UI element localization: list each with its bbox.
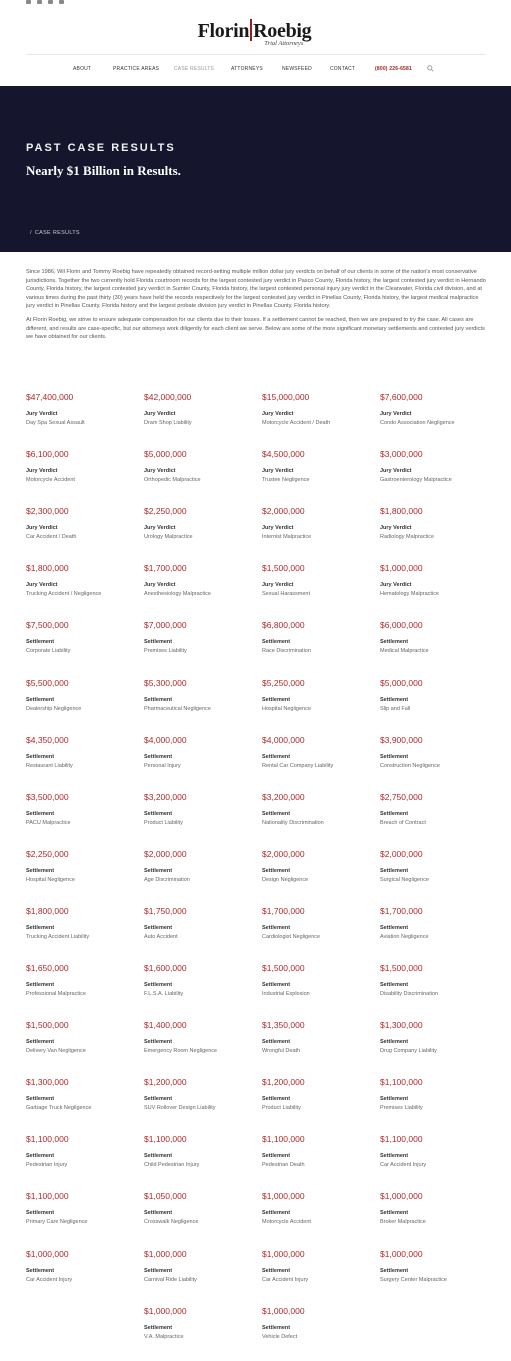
result-amount: $1,100,000 bbox=[26, 1134, 69, 1145]
result-amount: $1,000,000 bbox=[26, 1248, 69, 1259]
result-type: Settlement bbox=[262, 639, 291, 646]
result-amount: $1,800,000 bbox=[26, 905, 69, 916]
result-type: Settlement bbox=[26, 810, 55, 817]
twitter-icon[interactable] bbox=[37, 0, 42, 4]
result-type: Jury Verdict bbox=[380, 525, 412, 532]
result-description: Hospital Negligence bbox=[262, 705, 311, 712]
result-amount: $1,100,000 bbox=[26, 1191, 69, 1202]
result-description: Car Accident / Death bbox=[26, 534, 77, 541]
result-description: Trucking Accident / Negligence bbox=[26, 591, 102, 598]
result-amount: $3,000,000 bbox=[380, 449, 423, 460]
result-type: Settlement bbox=[144, 1096, 173, 1103]
nav-newsfeed[interactable]: NEWSFEED bbox=[282, 66, 312, 72]
result-type: Settlement bbox=[144, 696, 173, 703]
result-type: Settlement bbox=[144, 867, 173, 874]
result-type: Settlement bbox=[144, 1324, 173, 1331]
result-amount: $5,000,000 bbox=[380, 677, 423, 688]
result-amount: $3,900,000 bbox=[380, 734, 423, 745]
linkedin-icon[interactable] bbox=[48, 0, 53, 4]
result-type: Settlement bbox=[262, 810, 291, 817]
result-amount: $1,000,000 bbox=[380, 563, 423, 574]
result-type: Settlement bbox=[26, 867, 55, 874]
result-type: Settlement bbox=[144, 1039, 173, 1046]
nav-about[interactable]: ABOUT bbox=[73, 66, 92, 72]
breadcrumb-separator-icon: / bbox=[30, 230, 32, 236]
result-description: Gastroenterology Malpractice bbox=[380, 477, 452, 484]
result-amount: $6,100,000 bbox=[26, 449, 69, 460]
result-type: Jury Verdict bbox=[262, 468, 294, 475]
result-type: Settlement bbox=[380, 924, 409, 931]
result-amount: $2,250,000 bbox=[26, 848, 69, 859]
case-result-item bbox=[144, 1249, 254, 1299]
result-description: Pharmaceutical Negligence bbox=[144, 705, 211, 712]
case-result-item bbox=[380, 678, 490, 728]
case-result-item bbox=[262, 1134, 372, 1184]
logo-tagline: Trial Attorneys bbox=[264, 40, 304, 47]
result-amount: $1,100,000 bbox=[144, 1134, 187, 1145]
result-type: Settlement bbox=[262, 867, 291, 874]
case-result-item bbox=[144, 1020, 254, 1070]
result-type: Jury Verdict bbox=[26, 525, 58, 532]
intro-text bbox=[26, 268, 488, 347]
case-result-item bbox=[144, 506, 254, 556]
result-amount: $2,750,000 bbox=[380, 791, 423, 802]
result-amount: $2,000,000 bbox=[262, 848, 305, 859]
result-description: Hospital Negligence bbox=[26, 876, 75, 883]
result-type: Settlement bbox=[144, 1153, 173, 1160]
case-result-item bbox=[262, 1077, 372, 1127]
case-result-item bbox=[380, 963, 490, 1013]
case-result-item bbox=[262, 849, 372, 899]
logo-name-left: Florin bbox=[197, 20, 250, 42]
result-type: Settlement bbox=[26, 1210, 55, 1217]
result-amount: $1,000,000 bbox=[380, 1191, 423, 1202]
result-description: Primary Care Negligence bbox=[26, 1219, 88, 1226]
result-description: Car Accident Injury bbox=[26, 1276, 73, 1283]
result-amount: $1,200,000 bbox=[144, 1077, 187, 1088]
result-description: Emergency Room Negligence bbox=[144, 1048, 218, 1055]
case-result-item bbox=[144, 1306, 254, 1356]
case-result-item bbox=[26, 392, 136, 442]
result-description: Design Negligence bbox=[262, 876, 309, 883]
page-title: PAST CASE RESULTS bbox=[26, 142, 176, 154]
result-type: Settlement bbox=[380, 1210, 409, 1217]
result-description: Dealership Negligence bbox=[26, 705, 82, 712]
case-result-item bbox=[380, 1191, 490, 1241]
result-amount: $1,400,000 bbox=[144, 1020, 187, 1031]
result-amount: $3,200,000 bbox=[262, 791, 305, 802]
case-result-item bbox=[26, 1249, 136, 1299]
case-result-item bbox=[380, 849, 490, 899]
case-result-item bbox=[144, 792, 254, 842]
case-result-item bbox=[144, 563, 254, 613]
case-result-item bbox=[26, 563, 136, 613]
result-description: Aviation Negligence bbox=[380, 933, 429, 940]
case-result-item bbox=[144, 735, 254, 785]
result-type: Settlement bbox=[262, 1267, 291, 1274]
case-result-item bbox=[380, 1077, 490, 1127]
result-amount: $1,500,000 bbox=[380, 963, 423, 973]
social-links bbox=[26, 0, 64, 6]
case-result-item bbox=[262, 449, 372, 499]
case-result-item bbox=[144, 392, 254, 442]
nav-case-results[interactable]: CASE RESULTS bbox=[174, 66, 215, 72]
result-amount: $7,000,000 bbox=[144, 620, 187, 631]
result-type: Jury Verdict bbox=[26, 468, 58, 475]
result-type: Settlement bbox=[26, 639, 55, 646]
result-type: Settlement bbox=[262, 1096, 291, 1103]
nav-practice-areas[interactable]: PRACTICE AREAS bbox=[113, 66, 160, 72]
result-amount: $4,350,000 bbox=[26, 734, 69, 745]
result-type: Settlement bbox=[380, 982, 409, 988]
result-type: Settlement bbox=[262, 696, 291, 703]
result-amount: $1,000,000 bbox=[380, 1248, 423, 1259]
result-type: Settlement bbox=[380, 1267, 409, 1274]
result-description: Professional Malpractice bbox=[26, 991, 86, 997]
result-type: Settlement bbox=[26, 753, 55, 760]
result-description: Vehicle Defect bbox=[262, 1333, 298, 1340]
result-type: Settlement bbox=[26, 1267, 55, 1274]
result-description: Cardiologist Negligence bbox=[262, 933, 321, 940]
result-description: Auto Accident bbox=[144, 933, 178, 940]
result-description: Motorcycle Accident bbox=[26, 477, 75, 484]
search-icon[interactable] bbox=[427, 65, 434, 72]
result-amount: $2,300,000 bbox=[26, 506, 69, 517]
result-type: Settlement bbox=[380, 867, 409, 874]
case-result-item bbox=[262, 906, 372, 956]
result-description: Disability Discrimination bbox=[380, 991, 439, 997]
result-description: F.L.S.A. Liability bbox=[144, 991, 184, 997]
result-type: Jury Verdict bbox=[262, 582, 294, 589]
intro-paragraph-1: Since 1986, Wil Florin and Tommy Roebig have repeatedly obtained record-setting multiple million dollar jury verdicts on behalf of our clients in some of the nation's most conservative jurisdictions. Together the two currently hold Florida courtroom records for the largest contested jury verdict in Pasco County, Florida history, the largest contested jury verdict in Hernando County, Florida history, the largest contested jury verdict in Sumter County, Florida history, the largest contested personal injury jury verdict in the Clearwater, Florida civil division, and at various times during the past thirty (30) years have held the records respectively for the largest contested jury verdict in Pinellas County, Florida history, the largest medical malpractice jury verdict in Pinellas County, Florida history and the largest probate division jury verdict in Pinellas County, Florida history. bbox=[26, 269, 486, 310]
logo-divider bbox=[250, 19, 252, 41]
result-description: Product Liability bbox=[262, 1105, 301, 1112]
result-description: Hematology Malpractice bbox=[380, 591, 439, 598]
result-amount: $1,100,000 bbox=[380, 1077, 423, 1088]
result-description: Rental Car Company Liability bbox=[262, 762, 334, 769]
case-result-item bbox=[380, 1020, 490, 1070]
result-type: Settlement bbox=[380, 1153, 409, 1160]
instagram-icon[interactable] bbox=[59, 0, 64, 4]
result-type: Settlement bbox=[26, 696, 55, 703]
result-type: Settlement bbox=[26, 1039, 55, 1046]
result-amount: $1,000,000 bbox=[144, 1305, 187, 1316]
case-result-item bbox=[380, 1134, 490, 1184]
case-result-item bbox=[26, 735, 136, 785]
case-result-item bbox=[380, 563, 490, 613]
result-amount: $1,000,000 bbox=[262, 1305, 305, 1316]
result-amount: $1,500,000 bbox=[262, 563, 305, 574]
result-description: Premises Liability bbox=[144, 648, 187, 655]
result-type: Settlement bbox=[380, 810, 409, 817]
result-amount: $1,300,000 bbox=[26, 1077, 69, 1088]
result-type: Settlement bbox=[380, 1096, 409, 1103]
result-amount: $5,300,000 bbox=[144, 677, 187, 688]
result-amount: $6,800,000 bbox=[262, 620, 305, 631]
nav-phone[interactable]: (800) 226-6581 bbox=[375, 66, 412, 72]
result-description: Broker Malpractice bbox=[380, 1219, 426, 1226]
result-amount: $2,000,000 bbox=[262, 506, 305, 517]
result-type: Jury Verdict bbox=[380, 411, 412, 417]
result-type: Jury Verdict bbox=[262, 525, 294, 532]
case-result-item bbox=[26, 1020, 136, 1070]
case-result-item bbox=[26, 449, 136, 499]
result-description: Wrongful Death bbox=[262, 1048, 301, 1055]
case-result-item bbox=[262, 963, 372, 1013]
result-amount: $2,000,000 bbox=[380, 848, 423, 859]
result-description: Internist Malpractice bbox=[262, 534, 312, 541]
result-description: Motorcycle Accident bbox=[262, 1219, 311, 1226]
result-type: Jury Verdict bbox=[262, 411, 294, 417]
result-description: Breach of Contract bbox=[380, 819, 426, 826]
result-type: Settlement bbox=[262, 982, 291, 988]
result-description: Personal Injury bbox=[144, 762, 181, 769]
result-type: Settlement bbox=[144, 924, 173, 931]
result-description: Child Pedestrian Injury bbox=[144, 1162, 200, 1169]
result-description: Product Liability bbox=[144, 819, 183, 826]
case-result-item bbox=[262, 392, 372, 442]
result-type: Jury Verdict bbox=[380, 468, 412, 475]
case-result-item bbox=[26, 1077, 136, 1127]
result-amount: $2,250,000 bbox=[144, 506, 187, 517]
result-amount: $1,000,000 bbox=[262, 1191, 305, 1202]
result-amount: $1,350,000 bbox=[262, 1020, 305, 1031]
result-amount: $5,000,000 bbox=[144, 449, 187, 460]
result-type: Jury Verdict bbox=[144, 411, 176, 417]
case-result-item bbox=[144, 963, 254, 1013]
result-type: Settlement bbox=[144, 982, 173, 988]
result-description: Pedestrian Injury bbox=[26, 1162, 68, 1169]
result-amount: $42,000,000 bbox=[144, 392, 192, 402]
result-amount: $1,700,000 bbox=[380, 905, 423, 916]
case-result-item bbox=[144, 906, 254, 956]
result-type: Jury Verdict bbox=[26, 582, 58, 589]
result-type: Settlement bbox=[380, 696, 409, 703]
result-amount: $15,000,000 bbox=[262, 392, 310, 402]
result-description: SUV Rollover Design Liability bbox=[144, 1105, 216, 1112]
result-type: Jury Verdict bbox=[144, 525, 176, 532]
case-result-item bbox=[262, 620, 372, 670]
result-amount: $4,000,000 bbox=[262, 734, 305, 745]
case-result-item bbox=[26, 1191, 136, 1241]
result-description: Premises Liability bbox=[380, 1105, 423, 1112]
result-amount: $5,500,000 bbox=[26, 677, 69, 688]
case-result-item bbox=[262, 506, 372, 556]
case-result-item bbox=[380, 620, 490, 670]
result-type: Jury Verdict bbox=[144, 582, 176, 589]
case-result-item bbox=[262, 735, 372, 785]
result-amount: $4,500,000 bbox=[262, 449, 305, 460]
case-result-item bbox=[262, 792, 372, 842]
intro-paragraph-2: At Florin Roebig, we strive to ensure adequate compensation for our clients due to their losses. If a settlement cannot be reached, then we are prepared to try the case. All cases are different, and results are case-specific, but our attorneys work diligently for each client we serve. Below are some of the more significant monetary settlements and contested jury verdicts we have obtained for our clients. bbox=[26, 316, 485, 341]
result-type: Settlement bbox=[26, 982, 55, 988]
case-result-item bbox=[380, 735, 490, 785]
case-result-item bbox=[380, 449, 490, 499]
result-type: Settlement bbox=[380, 639, 409, 646]
case-result-item bbox=[262, 1191, 372, 1241]
case-result-item bbox=[26, 506, 136, 556]
result-amount: $1,500,000 bbox=[26, 1020, 69, 1031]
result-type: Settlement bbox=[380, 753, 409, 760]
result-amount: $1,000,000 bbox=[262, 1248, 305, 1259]
result-amount: $2,000,000 bbox=[144, 848, 187, 859]
result-type: Settlement bbox=[26, 1153, 55, 1160]
result-description: Motorcycle Accident / Death bbox=[262, 420, 331, 426]
result-type: Settlement bbox=[144, 810, 173, 817]
result-description: Anesthesiology Malpractice bbox=[144, 591, 211, 598]
main-nav bbox=[0, 66, 511, 76]
result-amount: $1,000,000 bbox=[144, 1248, 187, 1259]
result-description: Construction Negligence bbox=[380, 762, 440, 769]
result-description: Trustee Negligence bbox=[262, 477, 310, 484]
site-logo[interactable] bbox=[0, 19, 511, 47]
result-amount: $4,000,000 bbox=[144, 734, 187, 745]
case-result-item bbox=[262, 1020, 372, 1070]
result-type: Settlement bbox=[144, 639, 173, 646]
case-result-item bbox=[262, 1249, 372, 1299]
result-description: Slip and Fall bbox=[380, 705, 411, 712]
result-description: Radiology Malpractice bbox=[380, 534, 435, 541]
result-description: Industrial Explosion bbox=[262, 991, 310, 997]
breadcrumb bbox=[30, 230, 80, 236]
case-result-item bbox=[144, 1077, 254, 1127]
result-amount: $1,750,000 bbox=[144, 905, 187, 916]
result-type: Settlement bbox=[262, 1153, 291, 1160]
result-type: Settlement bbox=[262, 1324, 291, 1331]
result-type: Settlement bbox=[144, 1210, 173, 1217]
case-result-item bbox=[26, 906, 136, 956]
result-amount: $3,500,000 bbox=[26, 791, 69, 802]
result-description: Day Spa Sexual Assault bbox=[26, 420, 85, 426]
result-description: Condo Association Negligence bbox=[380, 420, 455, 426]
result-description: Car Accident Injury bbox=[262, 1276, 309, 1283]
nav-contact[interactable]: CONTACT bbox=[330, 66, 356, 72]
result-description: Trucking Accident Liability bbox=[26, 933, 90, 940]
result-description: Corporate Liability bbox=[26, 648, 71, 655]
result-type: Settlement bbox=[262, 753, 291, 760]
case-result-item bbox=[26, 620, 136, 670]
result-type: Jury Verdict bbox=[144, 468, 176, 475]
case-result-item bbox=[380, 506, 490, 556]
result-description: Age Discrimination bbox=[144, 876, 190, 883]
result-description: Dram Shop Liability bbox=[144, 420, 192, 426]
facebook-icon[interactable] bbox=[26, 0, 31, 4]
case-result-item bbox=[380, 1249, 490, 1299]
case-result-item bbox=[144, 1191, 254, 1241]
case-result-item bbox=[26, 1134, 136, 1184]
result-amount: $1,050,000 bbox=[144, 1191, 187, 1202]
result-description: Car Accident Injury bbox=[380, 1162, 427, 1169]
case-result-item bbox=[144, 620, 254, 670]
result-amount: $1,200,000 bbox=[262, 1077, 305, 1088]
page-subtitle: Nearly $1 Billion in Results. bbox=[26, 163, 181, 178]
result-description: Carnival Ride Liability bbox=[144, 1276, 197, 1283]
result-amount: $47,400,000 bbox=[26, 392, 74, 402]
case-result-item bbox=[380, 906, 490, 956]
case-result-item bbox=[380, 792, 490, 842]
result-description: Garbage Truck Negligence bbox=[26, 1105, 92, 1112]
result-amount: $1,100,000 bbox=[380, 1134, 423, 1145]
result-amount: $1,500,000 bbox=[262, 963, 305, 973]
breadcrumb-case-results[interactable]: CASE RESULTS bbox=[34, 230, 80, 236]
result-description: Surgery Center Malpractice bbox=[380, 1276, 447, 1283]
result-type: Settlement bbox=[144, 1267, 173, 1274]
result-type: Jury Verdict bbox=[380, 582, 412, 589]
result-description: Orthopedic Malpractice bbox=[144, 477, 201, 484]
result-amount: $6,000,000 bbox=[380, 620, 423, 631]
result-description: Crosswalk Negligence bbox=[144, 1219, 199, 1226]
result-amount: $5,250,000 bbox=[262, 677, 305, 688]
result-type: Settlement bbox=[380, 1039, 409, 1046]
result-description: Delivery Van Negligence bbox=[26, 1048, 86, 1055]
result-amount: $7,600,000 bbox=[380, 392, 423, 402]
result-description: Surgical Negligence bbox=[380, 876, 429, 883]
result-description: Urology Malpractice bbox=[144, 534, 193, 541]
result-type: Settlement bbox=[26, 1096, 55, 1103]
case-result-item bbox=[262, 563, 372, 613]
result-amount: $1,300,000 bbox=[380, 1020, 423, 1031]
result-description: Sexual Harassment bbox=[262, 591, 310, 598]
result-description: PACU Malpractice bbox=[26, 819, 71, 826]
result-amount: $1,600,000 bbox=[144, 963, 187, 973]
result-amount: $1,100,000 bbox=[262, 1134, 305, 1145]
result-type: Settlement bbox=[144, 753, 173, 760]
result-amount: $1,800,000 bbox=[380, 506, 423, 517]
result-type: Settlement bbox=[262, 1039, 291, 1046]
result-description: V.A. Malpractice bbox=[144, 1333, 184, 1340]
result-description: Drug Company Liability bbox=[380, 1048, 437, 1055]
result-description: Restaurant Liability bbox=[26, 762, 73, 769]
case-result-item bbox=[380, 392, 490, 442]
header-divider bbox=[26, 54, 486, 55]
case-result-item bbox=[144, 678, 254, 728]
result-amount: $1,700,000 bbox=[262, 905, 305, 916]
nav-attorneys[interactable]: ATTORNEYS bbox=[231, 66, 263, 72]
result-type: Settlement bbox=[262, 1210, 291, 1217]
case-result-item bbox=[144, 849, 254, 899]
case-result-item bbox=[262, 1306, 372, 1356]
result-description: Medical Malpractice bbox=[380, 648, 429, 655]
result-amount: $7,500,000 bbox=[26, 620, 69, 631]
result-description: Race Discrimination bbox=[262, 648, 311, 655]
case-result-item bbox=[26, 792, 136, 842]
result-description: Nationality Discrimination bbox=[262, 819, 324, 826]
case-result-item bbox=[26, 963, 136, 1013]
result-type: Settlement bbox=[26, 924, 55, 931]
result-type: Jury Verdict bbox=[26, 411, 58, 417]
result-amount: $3,200,000 bbox=[144, 791, 187, 802]
result-type: Settlement bbox=[262, 924, 291, 931]
result-amount: $1,800,000 bbox=[26, 563, 69, 574]
result-amount: $1,700,000 bbox=[144, 563, 187, 574]
case-result-item bbox=[26, 678, 136, 728]
case-result-item bbox=[262, 678, 372, 728]
result-description: Pedestrian Death bbox=[262, 1162, 305, 1169]
hero-banner bbox=[0, 86, 511, 252]
result-amount: $1,650,000 bbox=[26, 963, 69, 973]
case-result-item bbox=[144, 449, 254, 499]
logo-name-right: Roebig bbox=[253, 20, 312, 42]
case-result-item bbox=[26, 849, 136, 899]
case-result-item bbox=[144, 1134, 254, 1184]
